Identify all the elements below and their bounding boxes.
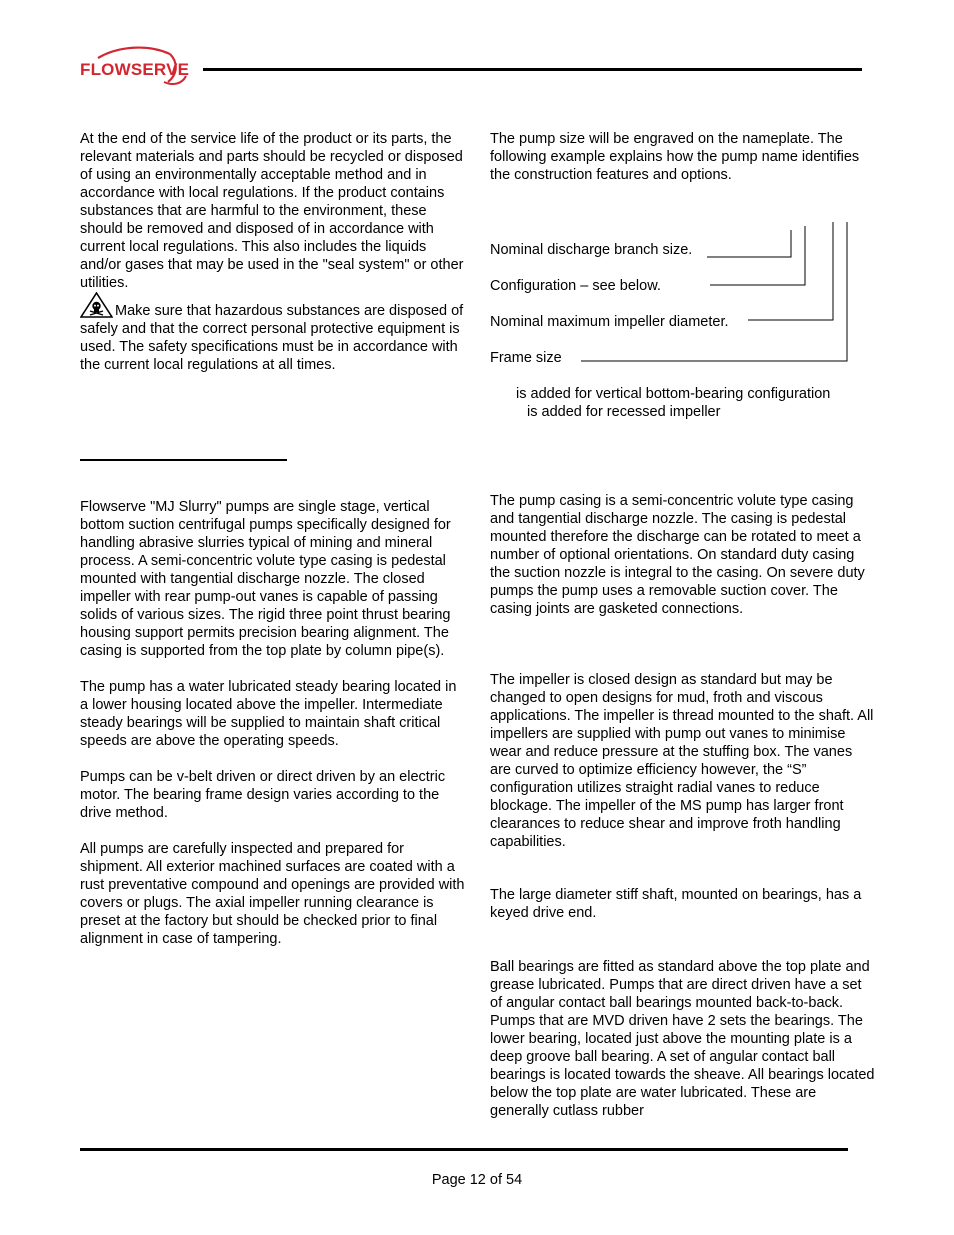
description-section — [80, 498, 465, 948]
impeller-section — [490, 671, 875, 851]
description-paragraph-2: The pump has a water lubricated steady bearing located in a lower housing located above the impeller. Intermediate steady bearings will be supplied to maintain shaft critical speeds are above the operating speeds. — [80, 679, 457, 749]
bearings-paragraph: Ball bearings are fitted as standard above the top plate and grease lubricated. Pumps that are direct driven have a set of angular contact ball bearings mounted back-to-back. Pumps that are MVD driven have 2 sets the bearings. The lower bearing, located just above the mounting plate is a deep groove ball bearing. A set of angular contact ball bearings is located towards the sheave. All bearings located below the top plate are water lubricated. These are generally cutlass rubber — [490, 959, 875, 1119]
diagram-label-configuration: Configuration – see below. — [490, 278, 661, 294]
header-rule — [203, 68, 862, 71]
bearings-section — [490, 958, 875, 1120]
description-paragraph-4: All pumps are carefully inspected and prepared for shipment. All exterior machined surfaces are coated with a rust preventative compound and openings are provided with covers or plugs. The axial impeller running clearance is preset at the factory but should be checked prior to final alignment in case of tampering. — [80, 841, 465, 947]
shaft-section — [490, 886, 875, 922]
disposal-warning — [80, 292, 465, 374]
footer-rule — [80, 1148, 848, 1151]
section-heading-rule — [80, 459, 287, 461]
diagram-label-impeller-diameter: Nominal maximum impeller diameter. — [490, 314, 729, 330]
disposal-section — [80, 130, 465, 292]
disposal-paragraph: At the end of the service life of the product or its parts, the relevant materials and parts should be recycled or disposed of using an environmentally acceptable method and in accordance with local regulations. If the product contains substances that are harmful to the environment, these should be removed and disposed of in accordance with current local regulations. This also includes the liquids and/or gases that may be used in the "seal system" or other utilities. — [80, 131, 464, 291]
flowserve-logo — [78, 44, 198, 88]
shaft-paragraph: The large diameter stiff shaft, mounted on bearings, has a keyed drive end. — [490, 887, 862, 921]
diagram-label-discharge-size: Nominal discharge branch size. — [490, 242, 693, 258]
impeller-paragraph: The impeller is closed design as standard but may be changed to open designs for mud, froth and viscous applications. The impeller is thread mounted to the shaft. All impellers are supplied with pump out vanes to minimise wear and reduce pressure at the stuffing box. The vanes are curved to optimize efficiency however, the “S” configuration utilizes straight radial vanes to reduce blockage. The impeller of the MS pump has larger front clearances to reduce shear and improve froth handling capabilities. — [490, 672, 874, 850]
casing-section — [490, 492, 875, 618]
description-paragraph-3: Pumps can be v-belt driven or direct driven by an electric motor. The bearing frame design varies according to the drive method. — [80, 769, 446, 821]
nameplate-paragraph: The pump size will be engraved on the nameplate. The following example explains how the pump name identifies the construction features and options. — [490, 131, 860, 183]
diagram-note-bottom-bearing: is added for vertical bottom-bearing configuration — [516, 386, 831, 402]
warning-text: Make sure that hazardous substances are disposed of safely and that the correct personal protective equipment is used. The safety specifications must be in accordance with the current local regulations at all times. — [80, 303, 464, 373]
diagram-note-recessed-impeller: is added for recessed impeller — [527, 404, 721, 420]
casing-paragraph: The pump casing is a semi-concentric volute type casing and tangential discharge nozzle. The casing is pedestal mounted therefore the discharge can be rotated to meet a number of optional orientations. On standard duty casing the suction nozzle is integral to the casing. On severe duty pumps the pump uses a removable suction cover. The casing joints are gasketed connections. — [490, 493, 865, 617]
nameplate-section — [490, 130, 875, 184]
brand-name: FLOWSERVE — [80, 60, 190, 79]
diagram-label-frame-size: Frame size — [490, 350, 562, 366]
hazard-skull-icon — [80, 292, 113, 318]
page-number: Page 12 of 54 — [431, 1172, 523, 1188]
description-paragraph-1: Flowserve "MJ Slurry" pumps are single stage, vertical bottom suction centrifugal pumps specifically designed for handling abrasive slurries typical of mining and mineral process. A semi-concentric volute type casing is pedestal mounted with tangential discharge nozzle. The closed impeller with rear pump-out vanes is capable of passing solids of various sizes. The rigid three point thrust bearing housing support permits precision bearing alignment. The casing is supported from the top plate by column pipe(s). — [80, 499, 451, 659]
